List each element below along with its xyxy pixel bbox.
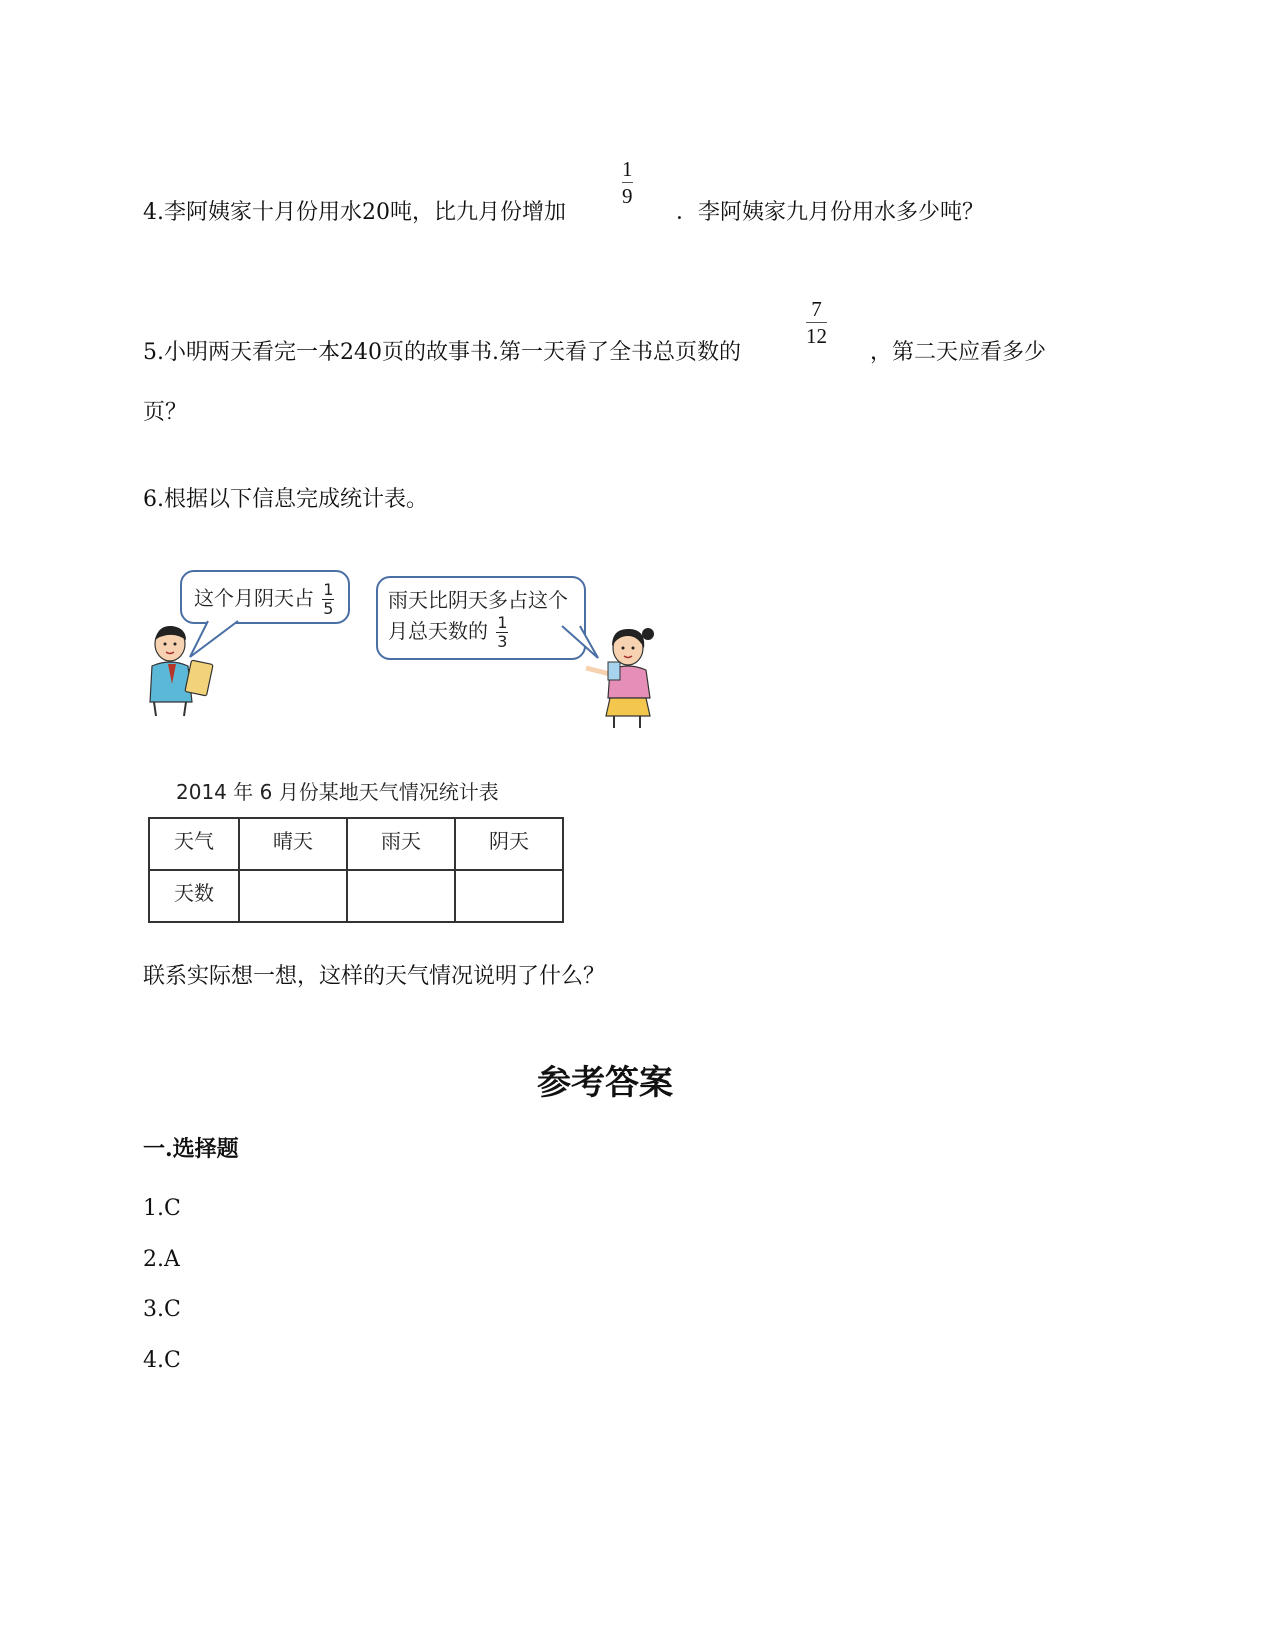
bubble-girl-line2: 月总天数的 [388,619,488,643]
weather-stat-table [148,817,564,923]
cell-sunny-days[interactable] [239,870,347,922]
bubble-girl-num: 1 [497,613,508,632]
q5-frac-num: 7 [811,297,822,321]
answer-item: 3.C [143,1297,181,1322]
q5-fraction [806,298,827,347]
bubble-boy-num: 1 [323,580,334,599]
header-rainy: 雨天 [347,818,455,870]
bubble-girl-den: 3 [497,632,508,651]
q4-frac-den: 9 [622,184,633,208]
row-label-days: 天数 [149,870,239,922]
header-cloudy: 阴天 [455,818,563,870]
q4-prefix: 4.李阿姨家十月份用水20吨，比九月份增加 [143,200,566,225]
girl-figure [578,624,668,732]
table-title: 2014 年 6 月份某地天气情况统计表 [176,780,499,804]
q5-prefix: 5.小明两天看完一本240页的故事书.第一天看了全书总页数的 [143,340,741,365]
question-4 [143,198,566,228]
answer-item: 4.C [143,1348,181,1373]
bubble-girl-fraction [496,615,508,650]
answer-item: 2.A [143,1247,180,1272]
cell-rainy-days[interactable] [347,870,455,922]
q5-frac-den: 12 [806,324,827,348]
bubble-boy-text: 这个月阴天占 [194,586,314,610]
bubble-boy-fraction [322,582,334,617]
question-6: 6.根据以下信息完成统计表。 [143,487,428,512]
answers-section-heading: 一.选择题 [143,1136,239,1162]
q5-suffix: ，第二天应看多少 [870,340,1047,365]
cell-cloudy-days[interactable] [455,870,563,922]
header-sunny: 晴天 [239,818,347,870]
followup-question: 联系实际想一想，这样的天气情况说明了什么？ [143,964,606,989]
weather-illustration [140,560,680,735]
bubble-boy-den: 5 [323,599,334,618]
boy-figure [142,622,222,717]
answer-item: 1.C [143,1196,181,1221]
answers-title: 参考答案 [537,1063,673,1103]
table-header-row [149,818,563,870]
table-days-row [149,870,563,922]
bubble-girl-line1: 雨天比阴天多占这个 [388,588,568,612]
q5-line2: 页？ [143,400,188,425]
q4-suffix: ．李阿姨家九月份用水多少吨？ [676,200,985,225]
header-weather: 天气 [149,818,239,870]
q4-fraction [622,158,633,207]
q4-frac-num: 1 [622,157,633,181]
